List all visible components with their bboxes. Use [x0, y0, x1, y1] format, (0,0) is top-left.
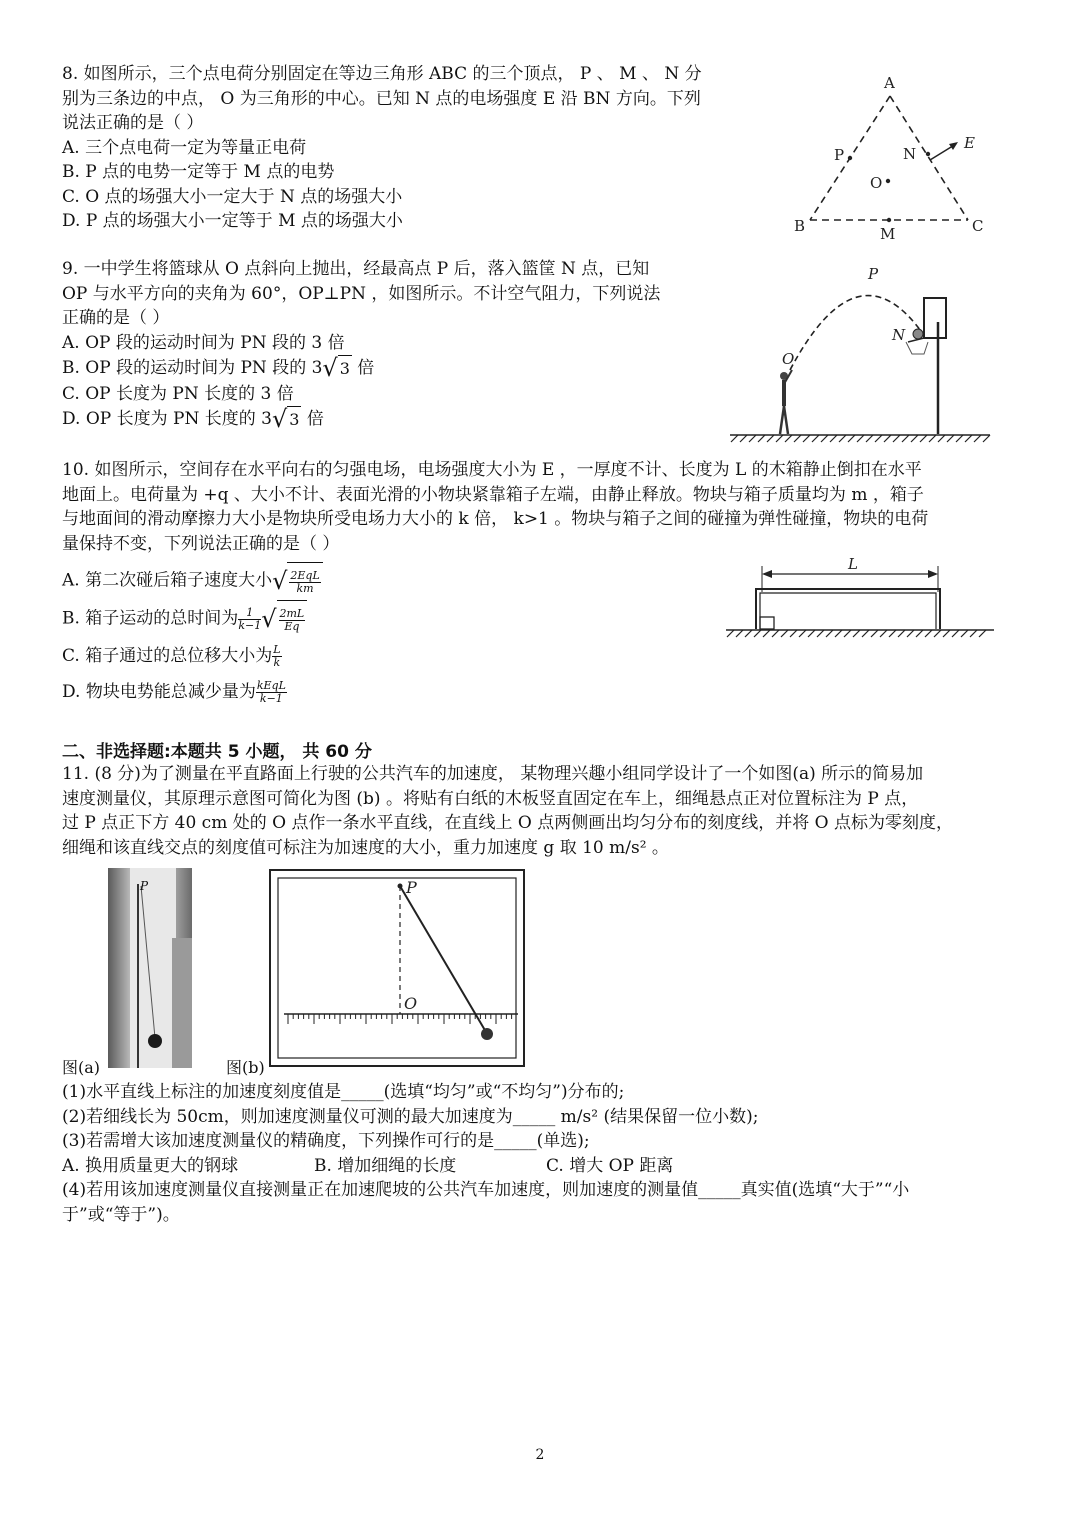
ground-hatch — [956, 435, 963, 442]
ground-hatch — [934, 630, 941, 637]
q11-sub-1: (1)水平直线上标注的加速度刻度值是_____(选填“均匀”或“不均匀”)分布的; — [62, 1082, 625, 1102]
ground-hatch — [902, 435, 909, 442]
q8-fig-label-p: P — [834, 146, 845, 164]
q8-stem-line3: 说法正确的是（ ） — [62, 113, 204, 133]
ground-hatch — [848, 435, 855, 442]
q8-stem-line1: 8. 如图所示，三个点电荷分别固定在等边三角形 ABC 的三个顶点， P 、 M 、 N 分 — [62, 64, 702, 84]
ground-hatch — [821, 435, 828, 442]
ground-hatch — [781, 630, 788, 637]
ground-hatch — [799, 630, 806, 637]
ground-hatch — [740, 435, 747, 442]
ground-hatch — [907, 630, 914, 637]
q8-fig-label-o: O — [870, 174, 883, 192]
ground-hatch — [857, 435, 864, 442]
q9-stem-line3: 正确的是（ ） — [62, 308, 170, 328]
q11-figure-a-photo — [108, 868, 192, 1068]
q9-fig-label-p: P — [868, 265, 879, 283]
ground-hatch — [812, 435, 819, 442]
ground-hatch — [929, 435, 936, 442]
q8-option-b: B. P 点的电势一定等于 M 点的电势 — [62, 162, 335, 182]
ground-hatch — [961, 630, 968, 637]
q10-fig-label-l: L — [848, 555, 858, 573]
ground-hatch — [916, 630, 923, 637]
q9-stem-line2: OP 与水平方向的夹角为 60°，OP⊥PN ，如图所示。不计空气阻力，下列说法 — [62, 283, 661, 304]
ground-hatch — [884, 435, 891, 442]
q11-sub-3-options — [62, 1154, 909, 1179]
ground-hatch — [938, 435, 945, 442]
q8-fig-label-b: B — [794, 217, 806, 235]
ground-hatch — [736, 630, 743, 637]
q9-stem-line1: 9. 一中学生将篮球从 O 点斜向上抛出，经最高点 P 后，落入篮筐 N 点，已知 — [62, 259, 650, 279]
ground-hatch — [862, 630, 869, 637]
q10-stem-line3: 与地面间的滑动摩擦力大小是物块所受电场力大小的 k 倍， k>1 。物块与箱子之间的碰撞为弹性碰撞，物块的电荷 — [62, 509, 929, 529]
ground-hatch — [794, 435, 801, 442]
ground-hatch — [790, 630, 797, 637]
ground-hatch — [871, 630, 878, 637]
q8-option-a: A. 三个点电荷一定为等量正电荷 — [62, 137, 307, 158]
ground-hatch — [835, 630, 842, 637]
q10-stem-line1: 10. 如图所示，空间存在水平向右的匀强电场，电场强度大小为 E ，一厚度不计、长度为 L 的木箱静止倒扣在水平 — [62, 460, 922, 480]
ground-hatch — [983, 435, 990, 442]
ground-hatch — [943, 630, 950, 637]
ground-hatch — [727, 630, 734, 637]
ground-hatch — [830, 435, 837, 442]
ground-hatch — [754, 630, 761, 637]
q10-stem-line4: 量保持不变，下列说法正确的是（ ） — [62, 533, 340, 554]
q9-option-c: C. OP 长度为 PN 长度的 3 倍 — [62, 383, 294, 404]
q8-option-c: C. O 点的场强大小一定大于 N 点的场强大小 — [62, 186, 403, 207]
ground-hatch — [911, 435, 918, 442]
q11-stem-line1: 11. (8 分)为了测量在平直路面上行驶的公共汽车的加速度， 某物理兴趣小组同学设计了一个如图(a) 所示的简易加 — [62, 764, 924, 784]
section-header: 二、非选择题:本题共 5 小题， 共 60 分 — [62, 742, 372, 762]
q11-sub-3-option-a: A. 换用质量更大的钢球 — [62, 1155, 239, 1176]
q9-basketball-figure — [728, 262, 992, 448]
q11-stem-line3: 过 P 点正下方 40 cm 处的 O 点作一条水平直线，在直线上 O 点两侧画出均匀分布的刻度线，并将 O 点标为零刻度， — [62, 813, 953, 833]
ground-hatch — [898, 630, 905, 637]
ground-hatch — [979, 630, 986, 637]
q8-fig-label-n: N — [903, 145, 917, 163]
q10-option-b: B. 箱子运动的总时间为 $\frac{1}{k-1}$ √ $\frac{2mL}{Eq}$ — [62, 600, 928, 638]
q9-fig-label-n: N — [892, 326, 906, 344]
q10-stem-line2: 地面上。电荷量为 +q 、大小不计、表面光滑的小物块紧靠箱子左端，由静止释放。物块与箱子质量均为 m ，箱子 — [62, 484, 924, 505]
q8-option-d: D. P 点的场强大小一定等于 M 点的场强大小 — [62, 211, 403, 231]
ground-hatch — [808, 630, 815, 637]
ground-hatch — [875, 435, 882, 442]
q8-fig-label-m: M — [880, 225, 896, 243]
ground-hatch — [731, 435, 738, 442]
q11-sub-2: (2)若细线长为 50cm，则加速度测量仪可测的最大加速度为_____ m/s² (结果保留一位小数); — [62, 1106, 759, 1127]
q10-option-c: C. 箱子通过的总位移大小为 $\frac{L}{k}$ — [62, 643, 281, 669]
q11-stem-line4: 细绳和该直线交点的刻度值可标注为加速度的大小，重力加速度 g 取 10 m/s² 。 — [62, 837, 669, 858]
ground-hatch — [758, 435, 765, 442]
ground-hatch — [745, 630, 752, 637]
q11-sub-3-option-b: B. 增加细绳的长度 — [314, 1155, 457, 1176]
ground-hatch — [785, 435, 792, 442]
ground-hatch — [844, 630, 851, 637]
ground-hatch — [880, 630, 887, 637]
ground-hatch — [853, 630, 860, 637]
ground-hatch — [947, 435, 954, 442]
ground-hatch — [839, 435, 846, 442]
q11-sub-4-line1: (4)若用该加速度测量仪直接测量正在加速爬坡的公共汽车加速度，则加速度的测量值_____真实值(选填“大于”“小 — [62, 1180, 910, 1200]
q8-fig-label-e: E — [964, 134, 975, 152]
q11-figure-b-diagram — [268, 868, 526, 1068]
question-9 — [62, 257, 660, 433]
q10-option-d: D. 物块电势能总减少量为 $\frac{\text{kEqL}}{k-1}$ — [62, 679, 286, 705]
q9-fig-label-o: O — [782, 350, 795, 368]
q8-stem-line2: 别为三条边的中点， O 为三角形的中心。已知 N 点的电场强度 E 沿 BN 方向。下列 — [62, 88, 701, 109]
q11-fig-b-label-o: O — [404, 994, 418, 1013]
ground-hatch — [817, 630, 824, 637]
q11-subquestions — [62, 1080, 909, 1227]
ground-hatch — [952, 630, 959, 637]
q11-stem-line2: 速度测量仪，其原理示意图可简化为图 (b) 。将贴有白纸的木板竖直固定在车上，细绳悬点正对位置标注为 P 点， — [62, 788, 919, 809]
q9-option-d: D. OP 长度为 PN 长度的 3√ 3 倍 — [62, 405, 324, 433]
ground-hatch — [763, 630, 770, 637]
q10-option-a: A. 第二次碰后箱子速度大小√ $\frac{\text{2EqL}}{km}$ — [62, 562, 928, 600]
ground-hatch — [925, 630, 932, 637]
ground-hatch — [803, 435, 810, 442]
q11-figure-a-caption: 图(a) — [62, 1058, 101, 1077]
ground-hatch — [893, 435, 900, 442]
q11-fig-b-label-p: P — [406, 878, 417, 897]
q9-option-b: B. OP 段的运动时间为 PN 段的 3√ 3 倍 — [62, 354, 375, 382]
q11-sub-3-option-c: C. 增大 OP 距离 — [546, 1155, 674, 1176]
question-8 — [62, 62, 702, 234]
q8-fig-label-a: A — [884, 74, 895, 92]
ground-hatch — [974, 435, 981, 442]
ground-hatch — [749, 435, 756, 442]
ground-hatch — [826, 630, 833, 637]
ground-hatch — [920, 435, 927, 442]
q11-sub-3: (3)若需增大该加速度测量仪的精确度，下列操作可行的是_____(单选); — [62, 1131, 590, 1151]
q11-figure-b-caption: 图(b) — [226, 1058, 265, 1077]
ground-hatch — [889, 630, 896, 637]
q8-fig-label-c: C — [972, 217, 984, 235]
ground-hatch — [767, 435, 774, 442]
ground-hatch — [965, 435, 972, 442]
q10-box-figure — [722, 552, 1002, 647]
page-number: 2 — [535, 1447, 545, 1463]
ground-hatch — [866, 435, 873, 442]
ground-hatch — [772, 630, 779, 637]
q9-option-a: A. OP 段的运动时间为 PN 段的 3 倍 — [62, 332, 345, 353]
ground-hatch — [970, 630, 977, 637]
question-11 — [62, 762, 953, 860]
q11-fig-a-label-p: P — [140, 879, 149, 893]
q8-triangle-figure — [780, 68, 1000, 248]
ground-hatch — [776, 435, 783, 442]
q11-sub-4-line2: 于”或“等于”)。 — [62, 1204, 180, 1225]
